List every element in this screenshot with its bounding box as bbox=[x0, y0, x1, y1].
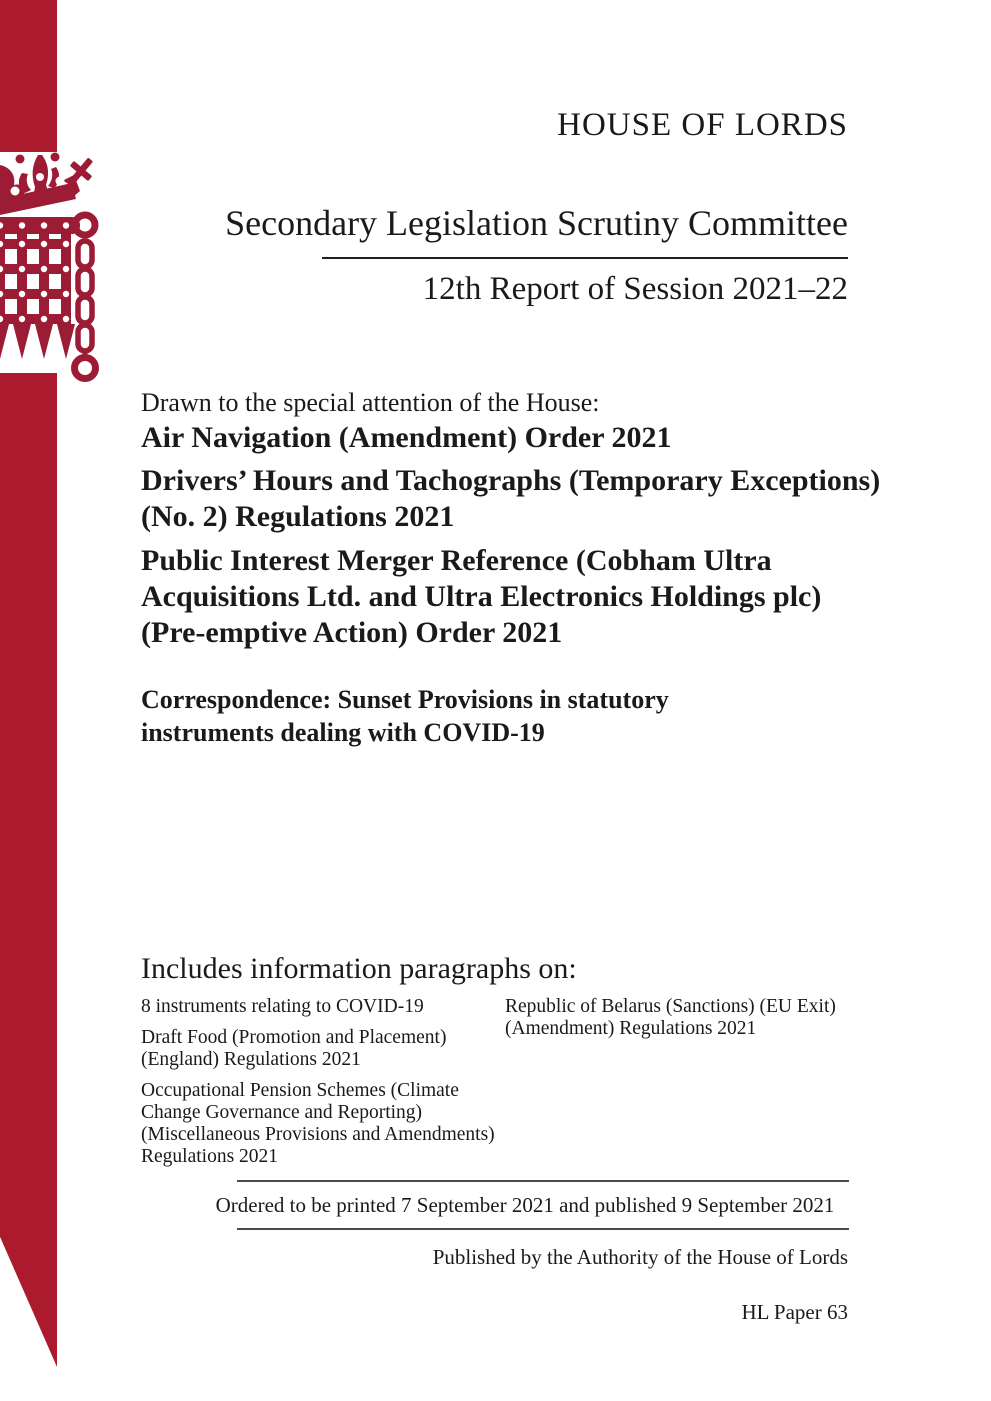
hl-paper-number: HL Paper 63 bbox=[741, 1300, 848, 1324]
special-attention-item: Air Navigation (Amendment) Order 2021 bbox=[141, 421, 672, 454]
report-session-title: 12th Report of Session 2021–22 bbox=[422, 271, 848, 307]
published-authority-line: Published by the Authority of the House of Lords bbox=[432, 1245, 848, 1269]
info-paragraphs-right-column bbox=[505, 996, 880, 1049]
info-paragraph-item: Occupational Pension Schemes (Climate Change Governance and Reporting) (Miscellaneous Provisions and Amendments) Regulations 2021 bbox=[141, 1080, 495, 1167]
red-ribbon-tail bbox=[0, 373, 57, 1367]
information-paragraphs-heading: Includes information paragraphs on: bbox=[141, 952, 577, 985]
footer-rule-bottom bbox=[237, 1228, 849, 1230]
crowned-portcullis-icon bbox=[0, 147, 100, 387]
page-title-house: HOUSE OF LORDS bbox=[557, 107, 848, 143]
info-paragraph-item: 8 instruments relating to COVID-19 bbox=[141, 996, 424, 1017]
correspondence-heading: Correspondence: Sunset Provisions in statutory instruments dealing with COVID-19 bbox=[141, 685, 669, 747]
special-attention-item: Drivers’ Hours and Tachographs (Temporary Exceptions) (No. 2) Regulations 2021 bbox=[141, 464, 881, 533]
ordered-printed-line: Ordered to be printed 7 September 2021 and published 9 September 2021 bbox=[215, 1193, 835, 1217]
special-attention-item: Public Interest Merger Reference (Cobham Ultra Acquisitions Ltd. and Ultra Electronics Holdings plc) (Pre-emptive Action) Order 2021 bbox=[141, 544, 822, 649]
header-rule bbox=[322, 257, 848, 259]
committee-name: Secondary Legislation Scrutiny Committee bbox=[225, 203, 848, 243]
red-ribbon-top bbox=[0, 0, 57, 152]
info-paragraph-item: Republic of Belarus (Sanctions) (EU Exit) (Amendment) Regulations 2021 bbox=[505, 996, 836, 1039]
special-attention-intro: Drawn to the special attention of the House: bbox=[141, 388, 600, 417]
info-paragraph-item: Draft Food (Promotion and Placement) (England) Regulations 2021 bbox=[141, 1027, 447, 1070]
info-paragraphs-left-column bbox=[141, 996, 516, 1177]
footer-rule-top bbox=[237, 1180, 849, 1182]
